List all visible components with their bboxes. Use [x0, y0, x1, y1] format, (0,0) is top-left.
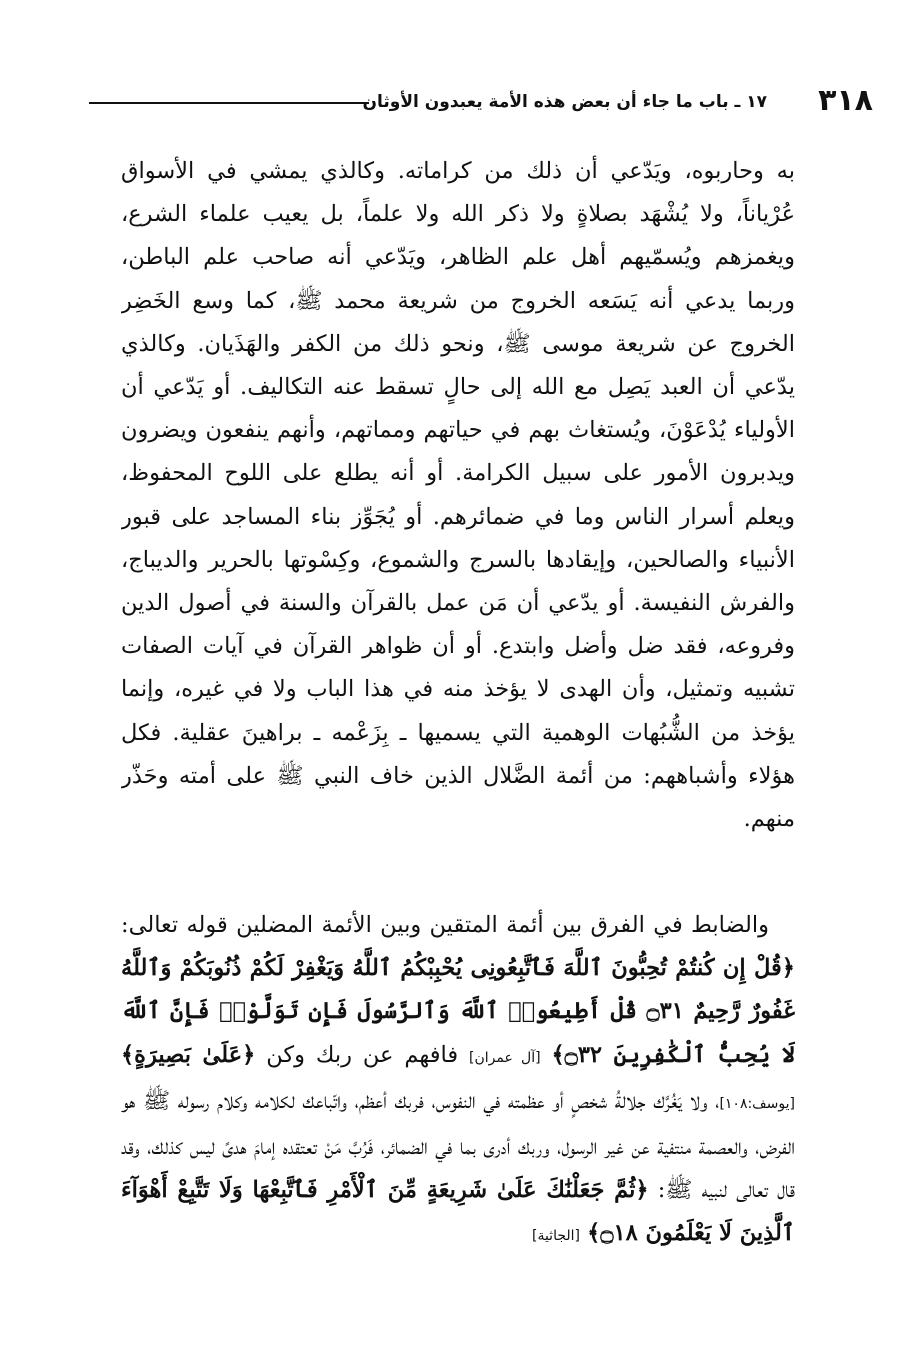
running-title: ١٧ ـ باب ما جاء أن بعض هذه الأمة يعبدون الأوثان	[362, 92, 767, 112]
paragraph-2	[121, 904, 795, 1364]
quran-verse-1: ﴿قُلْ إِن كُنتُمْ تُحِبُّونَ ٱللَّهَ فَٱتَّبِعُونِى يُحْبِبْكُمُ ٱللَّهُ وَيَغْفِرْ لَكُمْ ذُنُوبَكُمْ وَٱللَّهُ غَفُورٌ رَّحِيمٌ ۝٣١ قُلْ أَطِيعُوا۟ ٱللَّهَ وَٱلرَّسُولَ فَإِن تَوَلَّوْا۟ فَإِنَّ ٱللَّهَ لَا يُحِبُّ ٱلْكَٰفِرِينَ ۝٣٢﴾	[121, 955, 795, 1068]
page-header	[37, 84, 877, 124]
paragraph-2-middle: ، ولا يَغُرَّك جلالةُ شخصٍ أو عظمته في النفوس، فربك أعظم، واتّباعك لكلامه وكلام رسوله ﷺ هو الفرض، والعصمة منتفية عن غير الرسول، وربك أدرى بما في الضمائر، فَرُبَّ مَنْ تعتقده إمامَ هدىً ليس كذلك، وقد قال تعالى لنبيه ﷺ:	[121, 1087, 795, 1204]
verse-reference-1: [آل عمران]	[469, 1049, 541, 1066]
quran-verse-2: ﴿عَلَىٰ بَصِيرَةٍ﴾	[121, 1041, 256, 1068]
body-text	[121, 150, 795, 1247]
paragraph-2-intro: والضابط في الفرق بين أئمة المتقين وبين الأئمة المضلين قوله تعالى:	[121, 912, 769, 938]
quran-verse-3: ﴿ثُمَّ جَعَلْنَٰكَ عَلَىٰ شَرِيعَةٍ مِّنَ ٱلْأَمْرِ فَٱتَّبِعْهَا وَلَا تَتَّبِعْ أَهْوَآءَ ٱلَّذِينَ لَا يَعْلَمُونَ ۝١٨﴾	[121, 1177, 795, 1247]
connector-text-1: فافهم عن ربك وكن	[255, 1041, 469, 1068]
page-number: ٣١٨	[818, 83, 873, 118]
header-rule	[89, 102, 369, 104]
verse-reference-3: [الجاثية]	[531, 1228, 580, 1245]
verse-reference-2: [يوسف:١٠٨]	[719, 1095, 795, 1112]
paragraph-1: به وحاربوه، ويَدّعي أن ذلك من كراماته. وكالذي يمشي في الأسواق عُرْياناً، ولا يُشْهَد بصلاةٍ ولا ذكر الله ولا علماً، بل يعيب علماء الشرع، ويغمزهم ويُسمّيهم أهل علم الظاهر، ويَدّعي أنه صاحب علم الباطن، وربما يدعي أنه يَسَعه الخروج من شريعة محمد ﷺ، كما وسع الخَضِر الخروج عن شريعة موسى ﷺ، ونحو ذلك من الكفر والهَذَيان. وكالذي يدّعي أن العبد يَصِل مع الله إلى حالٍ تسقط عنه التكاليف. أو يَدّعي أن الأولياء يُدْعَوْنَ، ويُستغاث بهم في حياتهم ومماتهم، وأنهم ينفعون ويضرون ويدبرون الأمور على سبيل الكرامة. أو أنه يطلع على اللوح المحفوظ، ويعلم أسرار الناس وما في ضمائرهم. أو يُجَوِّز بناء المساجد على قبور الأنبياء والصالحين، وإيقادها بالسرج والشموع، وكِسْوتها بالحرير والديباج، والفرش النفيسة. أو يدّعي أن مَن عمل بالقرآن والسنة في أصول الدين وفروعه، فقد ضل وأضل وابتدع. أو أن ظواهر القرآن في آيات الصفات تشبيه وتمثيل، وأن الهدى لا يؤخذ منه في هذا الباب ولا في غيره، وإنما يؤخذ من الشُّبُهات الوهمية التي يسميها ـ بِزَعْمه ـ براهينَ عقلية. فكل هؤلاء وأشباههم: من أئمة الضَّلال الذين خاف النبي ﷺ على أمته وحَذّر منهم.	[121, 158, 795, 833]
